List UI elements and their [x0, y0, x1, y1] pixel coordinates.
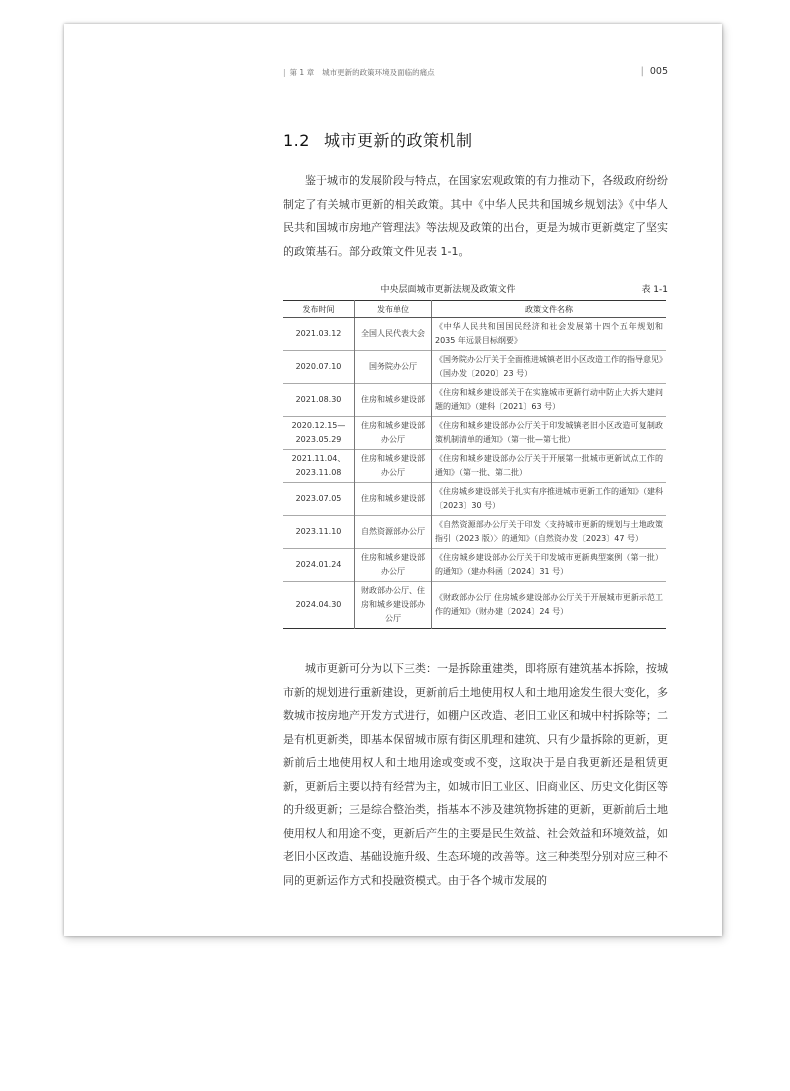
section-heading [283, 128, 472, 151]
table-caption [283, 282, 668, 296]
book-page [64, 24, 722, 936]
policy-table [283, 300, 666, 629]
section-number: 1.2 [283, 131, 310, 150]
page-number: 005 [649, 66, 668, 77]
table-row [283, 450, 666, 483]
running-header [283, 67, 668, 78]
chapter-title: 城市更新的政策环境及面临的痛点 [322, 68, 435, 77]
cell-unit: 住房和城乡建设部办公厅 [355, 450, 432, 483]
cell-date: 2021.11.04、2023.11.08 [283, 450, 355, 483]
table-row [283, 351, 666, 384]
table-row [283, 516, 666, 549]
cell-document: 《住房和城乡建设部办公厅关于开展第一批城市更新试点工作的通知》（第一批、第二批） [432, 450, 667, 483]
table-row [283, 384, 666, 417]
intro-paragraph: 鉴于城市的发展阶段与特点，在国家宏观政策的有力推动下，各级政府纷纷制定了有关城市更新的相关政策。其中《中华人民共和国城乡规划法》《中华人民共和国城市房地产管理法》等法规及政策的出台，更是为城市更新奠定了坚实的政策基石。部分政策文件见表 1-1。 [283, 174, 668, 258]
cell-date: 2023.07.05 [283, 483, 355, 516]
cell-unit: 国务院办公厅 [355, 351, 432, 384]
cell-document: 《住房和城乡建设部办公厅关于印发城镇老旧小区改造可复制政策机制清单的通知》（第一批—第七批） [432, 417, 667, 450]
cell-date: 2024.04.30 [283, 582, 355, 629]
column-header-unit: 发布单位 [355, 301, 432, 318]
page-number-block [641, 66, 668, 77]
cell-document: 《住房城乡建设部关于扎实有序推进城市更新工作的通知》（建科〔2023〕30 号） [432, 483, 667, 516]
section-title: 城市更新的政策机制 [323, 131, 473, 150]
cell-unit: 自然资源部办公厅 [355, 516, 432, 549]
chapter-label: 第 1 章 [289, 68, 315, 77]
table-row [283, 483, 666, 516]
cell-document: 《住房和城乡建设部关于在实施城市更新行动中防止大拆大建问题的通知》（建科〔2021〕63 号） [432, 384, 667, 417]
cell-document: 《自然资源部办公厅关于印发〈支持城市更新的规划与土地政策指引（2023 版）〉的通知》（自然资办发〔2023〕47 号） [432, 516, 667, 549]
column-header-date: 发布时间 [283, 301, 355, 318]
table-title: 中央层面城市更新法规及政策文件 [380, 285, 516, 295]
table-row [283, 318, 666, 351]
column-header-document: 政策文件名称 [432, 301, 667, 318]
table-row [283, 582, 666, 629]
page-number-divider: | [640, 66, 644, 77]
cell-document: 《中华人民共和国国民经济和社会发展第十四个五年规划和 2035 年远景目标纲要》 [432, 318, 667, 351]
cell-unit: 住房和城乡建设部办公厅 [355, 417, 432, 450]
table-row [283, 417, 666, 450]
table-row [283, 549, 666, 582]
table-header-row [283, 301, 666, 318]
cell-document: 《国务院办公厅关于全面推进城镇老旧小区改造工作的指导意见》（国办发〔2020〕23 号） [432, 351, 667, 384]
cell-unit: 住房和城乡建设部 [355, 384, 432, 417]
cell-date: 2021.03.12 [283, 318, 355, 351]
cell-date: 2023.11.10 [283, 516, 355, 549]
cell-date: 2021.08.30 [283, 384, 355, 417]
cell-date: 2020.12.15—2023.05.29 [283, 417, 355, 450]
cell-date: 2020.07.10 [283, 351, 355, 384]
cell-document: 《住房城乡建设部办公厅关于印发城市更新典型案例（第一批）的通知》（建办科函〔2024〕31 号） [432, 549, 667, 582]
classification-paragraph: 城市更新可分为以下三类：一是拆除重建类，即将原有建筑基本拆除，按城市新的规划进行重新建设，更新前后土地使用权人和土地用途发生很大变化，多数城市按房地产开发方式进行，如棚户区改造、老旧工业区和城中村拆除等；二是有机更新类，即基本保留城市原有街区肌理和建筑、只有少量拆除的更新，更新前后土地使用权人和土地用途或变或不变，这取决于是自我更新还是租赁更新，更新后主要以持有经营为主，如城市旧工业区、旧商业区、历史文化街区等的升级更新；三是综合整治类，指基本不涉及建筑物拆建的更新，更新前后土地使用权人和用途不变，更新后产生的主要是民生效益、社会效益和环境效益，如老旧小区改造、基础设施升级、生态环境的改善等。这三种类型分别对应三种不同的更新运作方式和投融资模式。由于各个城市发展的 [283, 662, 668, 887]
cell-unit: 住房和城乡建设部 [355, 483, 432, 516]
cell-document: 《财政部办公厅 住房城乡建设部办公厅关于开展城市更新示范工作的通知》（财办建〔2024〕24 号） [432, 582, 667, 629]
cell-unit: 财政部办公厅、住房和城乡建设部办公厅 [355, 582, 432, 629]
cell-unit: 全国人民代表大会 [355, 318, 432, 351]
cell-date: 2024.01.24 [283, 549, 355, 582]
table-number: 表 1-1 [641, 285, 668, 295]
header-divider: | [283, 68, 286, 77]
cell-unit: 住房和城乡建设部办公厅 [355, 549, 432, 582]
